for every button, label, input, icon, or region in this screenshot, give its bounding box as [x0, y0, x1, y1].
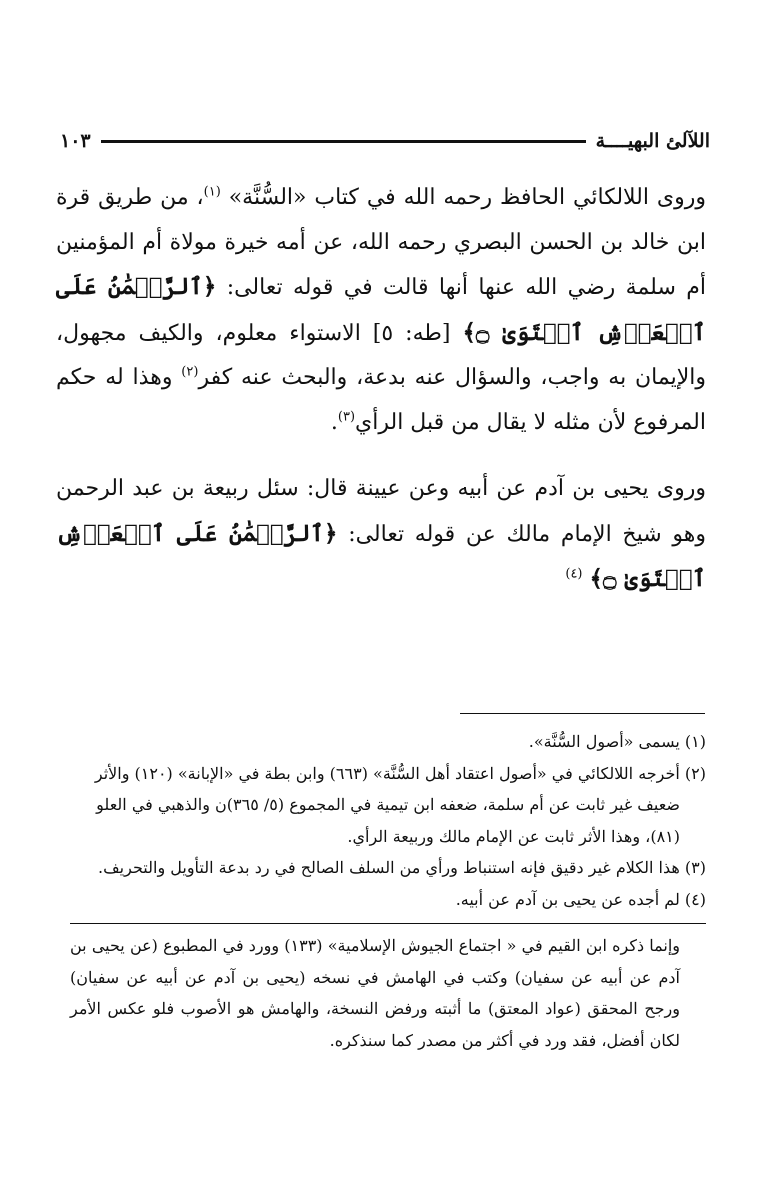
- footnote-2-line-2: ضعيف غير ثابت عن أم سلمة، ضعفه ابن تيمية في المجموع (٥/ ٣٦٥)ن والذهبي في العلو: [96, 795, 680, 814]
- p2-text-1: وروى يحيى بن آدم عن أبيه وعن عيينة قال: سئل ربيعة بن عبد الرحمن وهو شيخ الإمام مالك عن قوله تعالى:: [56, 476, 706, 547]
- p1-text-4: وهذا له حكم المرفوع لأن مثله لا يقال من قبل الرأي: [56, 365, 706, 435]
- footnote-2-line-1: (٢) أخرجه اللالكائي في «أصول اعتقاد أهل السُّنَّة» (٦٦٣) وابن بطة في «الإبانة» (١٢٠) والأثر: [94, 763, 706, 783]
- footnote-ref-4: (٤): [565, 566, 583, 582]
- paragraph-1: [56, 176, 706, 445]
- footnote-2-line-3: (٨١)، وهذا الأثر ثابت عن الإمام مالك وربيعة الرأي.: [347, 826, 680, 846]
- main-text: [56, 176, 706, 603]
- paragraph-2: [56, 467, 706, 603]
- footnote-ref-3: (٣): [337, 409, 356, 425]
- footnote-3: (٣) هذا الكلام غير دقيق فإنه استنباط ورأي من السلف الصالح في رد بدعة التأويل والتحريف.: [98, 858, 706, 877]
- header-rule: [101, 140, 586, 143]
- running-title: اللآلئ البهيــــة: [595, 130, 710, 152]
- footnote-4-note: وإنما ذكره ابن القيم في « اجتماع الجيوش الإسلامية» (١٣٣) وورد في المطبوع (عن يحيى بن آدم عن أبيه عن سفيان) وكتب في الهامش في نسخه (يحيى بن آدم عن أبيه عن سفيان) ورجح المحقق (عواد المعتق) ما أثبته ورفض النسخة، والهامش هو الأصوب فلو عكس الأمر لكان أفضل، فقد ورد في أكثر من مصدر كما سنذكره.: [70, 923, 706, 1056]
- p1-text-2: ، من طريق قرة ابن خالد بن الحسن البصري رحمه الله، عن أمه خيرة مولاة أم المؤمنين أم سلمة رضي الله عنها أنها قالت في قوله تعالى:: [56, 185, 706, 300]
- footnotes: [70, 726, 706, 1056]
- page-number: ١٠٣: [60, 130, 91, 152]
- footnote-ref-2: (٢): [181, 364, 199, 380]
- footnote-separator: [460, 713, 705, 714]
- quran-verse-1: ﴿ٱلرَّحۡمَٰنُ عَلَى ٱلۡعَرۡشِ ٱسۡتَوَىٰ ۝﴾: [56, 273, 706, 346]
- p1-text-1: وروى اللالكائي الحافظ رحمه الله في كتاب «السُّنَّة»: [228, 185, 706, 210]
- p1-text-5: .: [330, 409, 338, 435]
- footnote-ref-1: (١): [203, 184, 221, 200]
- page-header: [60, 126, 710, 156]
- p1-text-3: [طه: ٥] الاستواء معلوم، والكيف مجهول، والإيمان به واجب، والسؤال عنه بدعة، والبحث عنه كفر: [56, 320, 707, 390]
- footnote-1: (١) يسمى «أصول السُّنَّة».: [528, 732, 706, 751]
- quran-verse-2: ﴿ٱلرَّحۡمَٰنُ عَلَى ٱلۡعَرۡشِ ٱسۡتَوَىٰ ۝﴾: [56, 519, 706, 592]
- footnote-4: (٤) لم أجده عن يحيى بن آدم عن أبيه.: [455, 889, 706, 909]
